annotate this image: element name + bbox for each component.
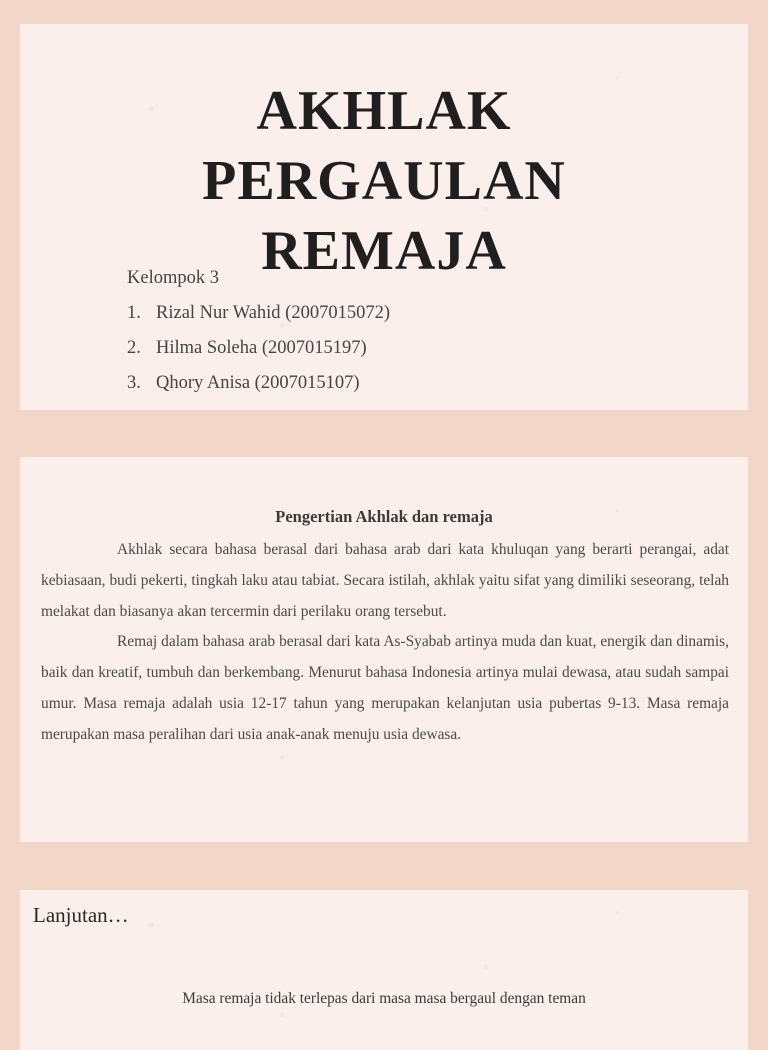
- member-list: [127, 296, 390, 401]
- member-item: [127, 331, 390, 366]
- member-number: 2.: [127, 338, 141, 358]
- paragraph-akhlak: Akhlak secara bahasa berasal dari bahasa arab dari kata khuluqan yang berarti perangai, adat kebiasaan, budi pekerti, tingkah laku atau tabiat. Secara istilah, akhlak yaitu sifat yang dimiliki seseorang, telah melakat dan biasanya akan tercermin dari perilaku orang tersebut.: [41, 541, 729, 620]
- slide-title: [20, 24, 748, 410]
- body-text: [41, 535, 729, 751]
- member-name: Hilma Soleha (2007015197): [156, 338, 367, 358]
- group-label: Kelompok 3: [127, 268, 219, 288]
- section-heading: Pengertian Akhlak dan remaja: [275, 507, 493, 526]
- member-number: 3.: [127, 373, 141, 393]
- title-line: AKHLAK: [256, 80, 512, 142]
- paragraph-remaja: Remaj dalam bahasa arab berasal dari kata As-Syabab artinya muda dan kuat, energik dan dinamis, baik dan kreatif, tumbuh dan berkembang. Menurut bahasa Indonesia artinya mulai dewasa, atau sudah sampai umur. Masa remaja adalah usia 12-17 tahun yang merupakan kelanjutan usia pubertas 9-13. Masa remaja merupakan masa peralihan dari usia anak-anak menuju usia dewasa.: [41, 633, 729, 743]
- presentation-title: [20, 76, 748, 286]
- continuation-text: Masa remaja tidak terlepas dari masa masa bergaul dengan teman: [182, 990, 586, 1007]
- group-members: [127, 261, 390, 401]
- member-item: [127, 296, 390, 331]
- member-number: 1.: [127, 303, 141, 323]
- member-name: Qhory Anisa (2007015107): [156, 373, 360, 393]
- slide-continuation: [20, 890, 748, 1050]
- slide-definition: [20, 457, 748, 842]
- title-line: PERGAULAN: [202, 150, 566, 212]
- member-item: [127, 366, 390, 401]
- title-line: REMAJA: [261, 220, 507, 282]
- member-name: Rizal Nur Wahid (2007015072): [156, 303, 391, 323]
- continuation-heading: Lanjutan…: [33, 903, 129, 927]
